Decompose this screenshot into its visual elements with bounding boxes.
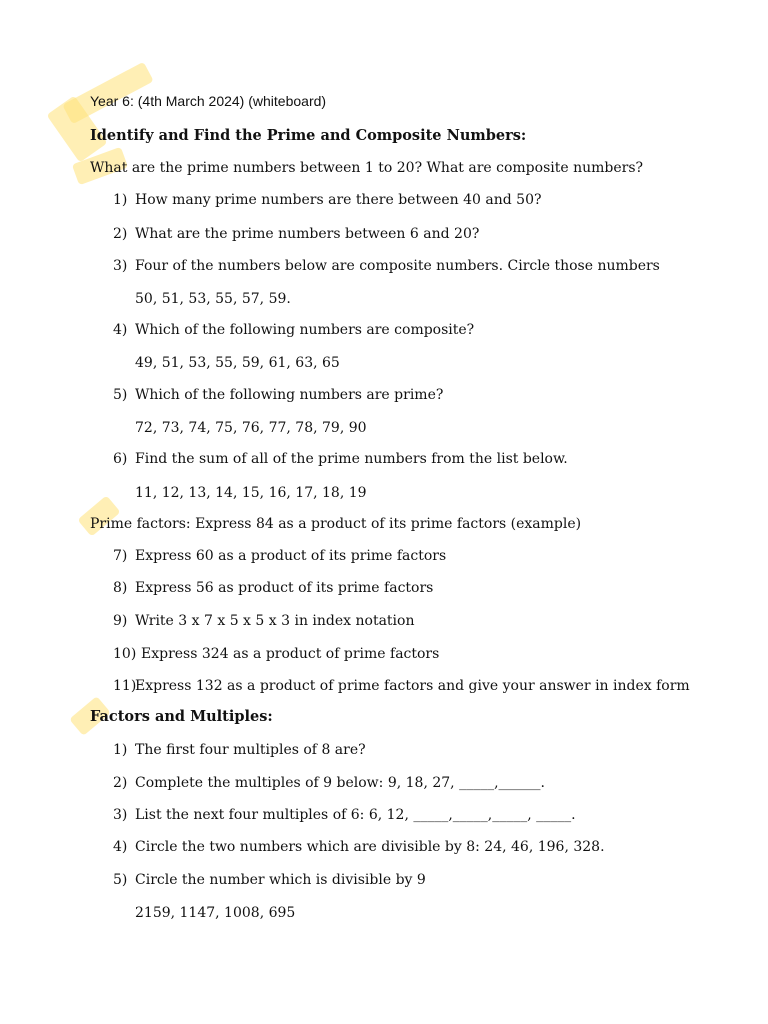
item-number: 10) [113,646,137,662]
number-list: 11, 12, 13, 14, 15, 16, 17, 18, 19 [135,485,367,501]
item-number: 3) [113,258,128,274]
number-list: 50, 51, 53, 55, 57, 59. [135,291,291,307]
header-line: Year 6: (4th March 2024) (whiteboard) [90,93,327,109]
item-number: 5) [113,872,128,888]
question-text: What are the prime numbers between 6 and 20? [135,226,480,242]
item-number: 7) [113,548,128,564]
item-number: 8) [113,580,128,596]
question-text: Circle the number which is divisible by 9 [135,872,426,888]
item-number: 6) [113,451,128,467]
question-text: How many prime numbers are there between 40 and 50? [135,192,542,208]
number-list: 72, 73, 74, 75, 76, 77, 78, 79, 90 [135,420,367,436]
question-text: Which of the following numbers are composite? [135,322,475,338]
question-text: Find the sum of all of the prime numbers from the list below. [135,451,568,467]
question-text: Which of the following numbers are prime? [135,387,444,403]
question-text: The first four multiples of 8 are? [135,742,366,758]
item-number: 4) [113,322,128,338]
question-text: Complete the multiples of 9 below: 9, 18, 27, _____,______. [135,775,545,791]
question-text: Express 132 as a product of prime factors and give your answer in index form [135,678,690,694]
item-number: 1) [113,742,128,758]
item-number: 2) [113,226,128,242]
question-text: Circle the two numbers which are divisible by 8: 24, 46, 196, 328. [135,839,605,855]
item-number: 2) [113,775,128,791]
number-list: 2159, 1147, 1008, 695 [135,905,296,921]
section-title-factors-multiples: Factors and Multiples: [90,708,273,725]
question-text: Express 60 as a product of its prime factors [135,548,447,564]
question-text: Four of the numbers below are composite numbers. Circle those numbers [135,258,660,274]
item-number: 11) [113,678,137,694]
question-text: Write 3 x 7 x 5 x 5 x 3 in index notation [135,613,415,629]
question-text: Express 324 as a product of prime factors [141,646,440,662]
item-number: 3) [113,807,128,823]
section-title-prime-composite: Identify and Find the Prime and Composite Numbers: [90,127,527,144]
question-text: Express 56 as product of its prime factors [135,580,434,596]
item-number: 4) [113,839,128,855]
question-text: List the next four multiples of 6: 6, 12, _____,_____,_____, _____. [135,807,576,823]
number-list: 49, 51, 53, 55, 59, 61, 63, 65 [135,355,340,371]
item-number: 9) [113,613,128,629]
item-number: 1) [113,192,128,208]
prime-factors-intro: Prime factors: Express 84 as a product of its prime factors (example) [90,516,582,532]
section-intro: What are the prime numbers between 1 to 20? What are composite numbers? [90,160,644,176]
item-number: 5) [113,387,128,403]
